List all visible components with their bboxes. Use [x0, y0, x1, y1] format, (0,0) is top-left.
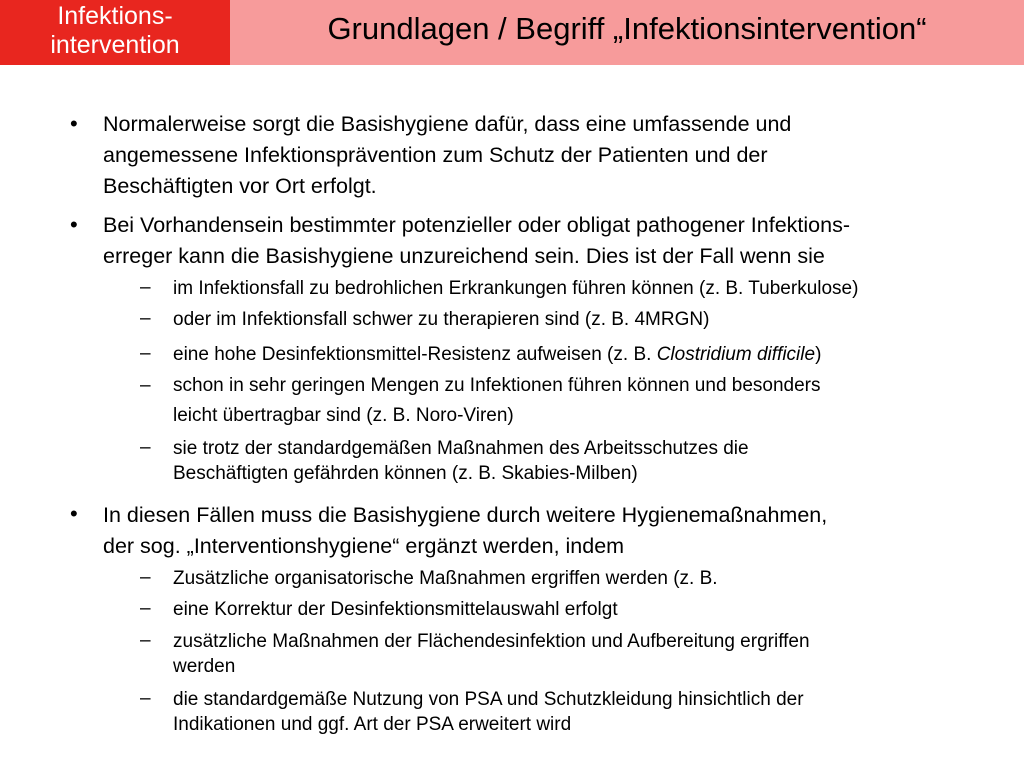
text-line: eine hohe Desinfektionsmittel-Resistenz aufweisen (z. B. — [173, 344, 657, 365]
sub-item — [173, 277, 1013, 302]
section-tag-line-2: intervention — [50, 31, 180, 59]
text-line: sie trotz der standardgemäßen Maßnahmen des Arbeitsschutzes die — [173, 438, 749, 459]
sub-item — [173, 371, 1013, 431]
text-line: im Infektionsfall zu bedrohlichen Erkrankungen führen können (z. B. Tuberkulose) — [173, 278, 859, 299]
text-line: leicht übertragbar sind (z. B. Noro-Viren) — [173, 405, 514, 426]
text-line: oder im Infektionsfall schwer zu therapieren sind (z. B. 4MRGN) — [173, 309, 710, 330]
sub-item — [173, 688, 1013, 737]
text-line: angemessene Infektionsprävention zum Schutz der Patienten und der — [103, 143, 768, 167]
slide-title: Grundlagen / Begriff „Infektionsintervention“ — [327, 11, 927, 46]
text-line: Beschäftigten vor Ort erfolgt. — [103, 174, 377, 198]
dash-marker: – — [140, 688, 151, 709]
dash-marker: – — [140, 277, 151, 298]
bullet-text-3 — [103, 500, 1003, 562]
text-line: In diesen Fällen muss die Basishygiene durch weitere Hygienemaßnahmen, — [103, 503, 828, 527]
text-line: Indikationen und ggf. Art der PSA erweitert wird — [173, 713, 572, 735]
dash-marker: – — [140, 343, 151, 364]
sub-item — [173, 343, 1013, 368]
text-line: Bei Vorhandensein bestimmter potenzieller oder obligat pathogener Infektions- — [103, 213, 850, 237]
sub-item — [173, 567, 1013, 592]
text-line-suffix: ) — [815, 344, 822, 365]
bullet-marker: • — [70, 212, 78, 237]
dash-marker: – — [140, 375, 151, 396]
section-tag — [0, 0, 230, 65]
dash-marker: – — [140, 598, 151, 619]
text-line: der sog. „Interventionshygiene“ ergänzt werden, indem — [103, 534, 625, 558]
dash-marker: – — [140, 630, 151, 651]
text-line: Normalerweise sorgt die Basishygiene dafür, dass eine umfassende und — [103, 112, 792, 136]
sub-item — [173, 598, 1013, 623]
section-tag-line-1: Infektions- — [57, 2, 173, 30]
sub-item — [173, 630, 1013, 679]
sub-item — [173, 308, 1013, 333]
bullet-text-1 — [103, 109, 1003, 202]
text-line: Zusätzliche organisatorische Maßnahmen ergriffen werden (z. B. — [173, 568, 718, 589]
text-line: werden — [173, 655, 236, 677]
italic-species-name: Clostridium difficile — [656, 344, 816, 365]
header-bar — [0, 0, 1024, 65]
dash-marker: – — [140, 437, 151, 458]
text-line: eine Korrektur der Desinfektionsmittelauswahl erfolgt — [173, 599, 618, 620]
bullet-marker: • — [70, 501, 78, 526]
text-line: erreger kann die Basishygiene unzureichend sein. Dies ist der Fall wenn sie — [103, 244, 825, 268]
dash-marker: – — [140, 308, 151, 329]
text-line: zusätzliche Maßnahmen der Flächendesinfektion und Aufbereitung ergriffen — [173, 631, 810, 652]
bullet-text-2 — [103, 210, 1003, 272]
text-line: die standardgemäße Nutzung von PSA und Schutzkleidung hinsichtlich der — [173, 689, 804, 710]
sub-item — [173, 437, 1013, 486]
dash-marker: – — [140, 567, 151, 588]
bullet-marker: • — [70, 111, 78, 136]
text-line: Beschäftigten gefährden können (z. B. Skabies-Milben) — [173, 462, 638, 484]
text-line: schon in sehr geringen Mengen zu Infektionen führen können und besonders — [173, 375, 821, 396]
